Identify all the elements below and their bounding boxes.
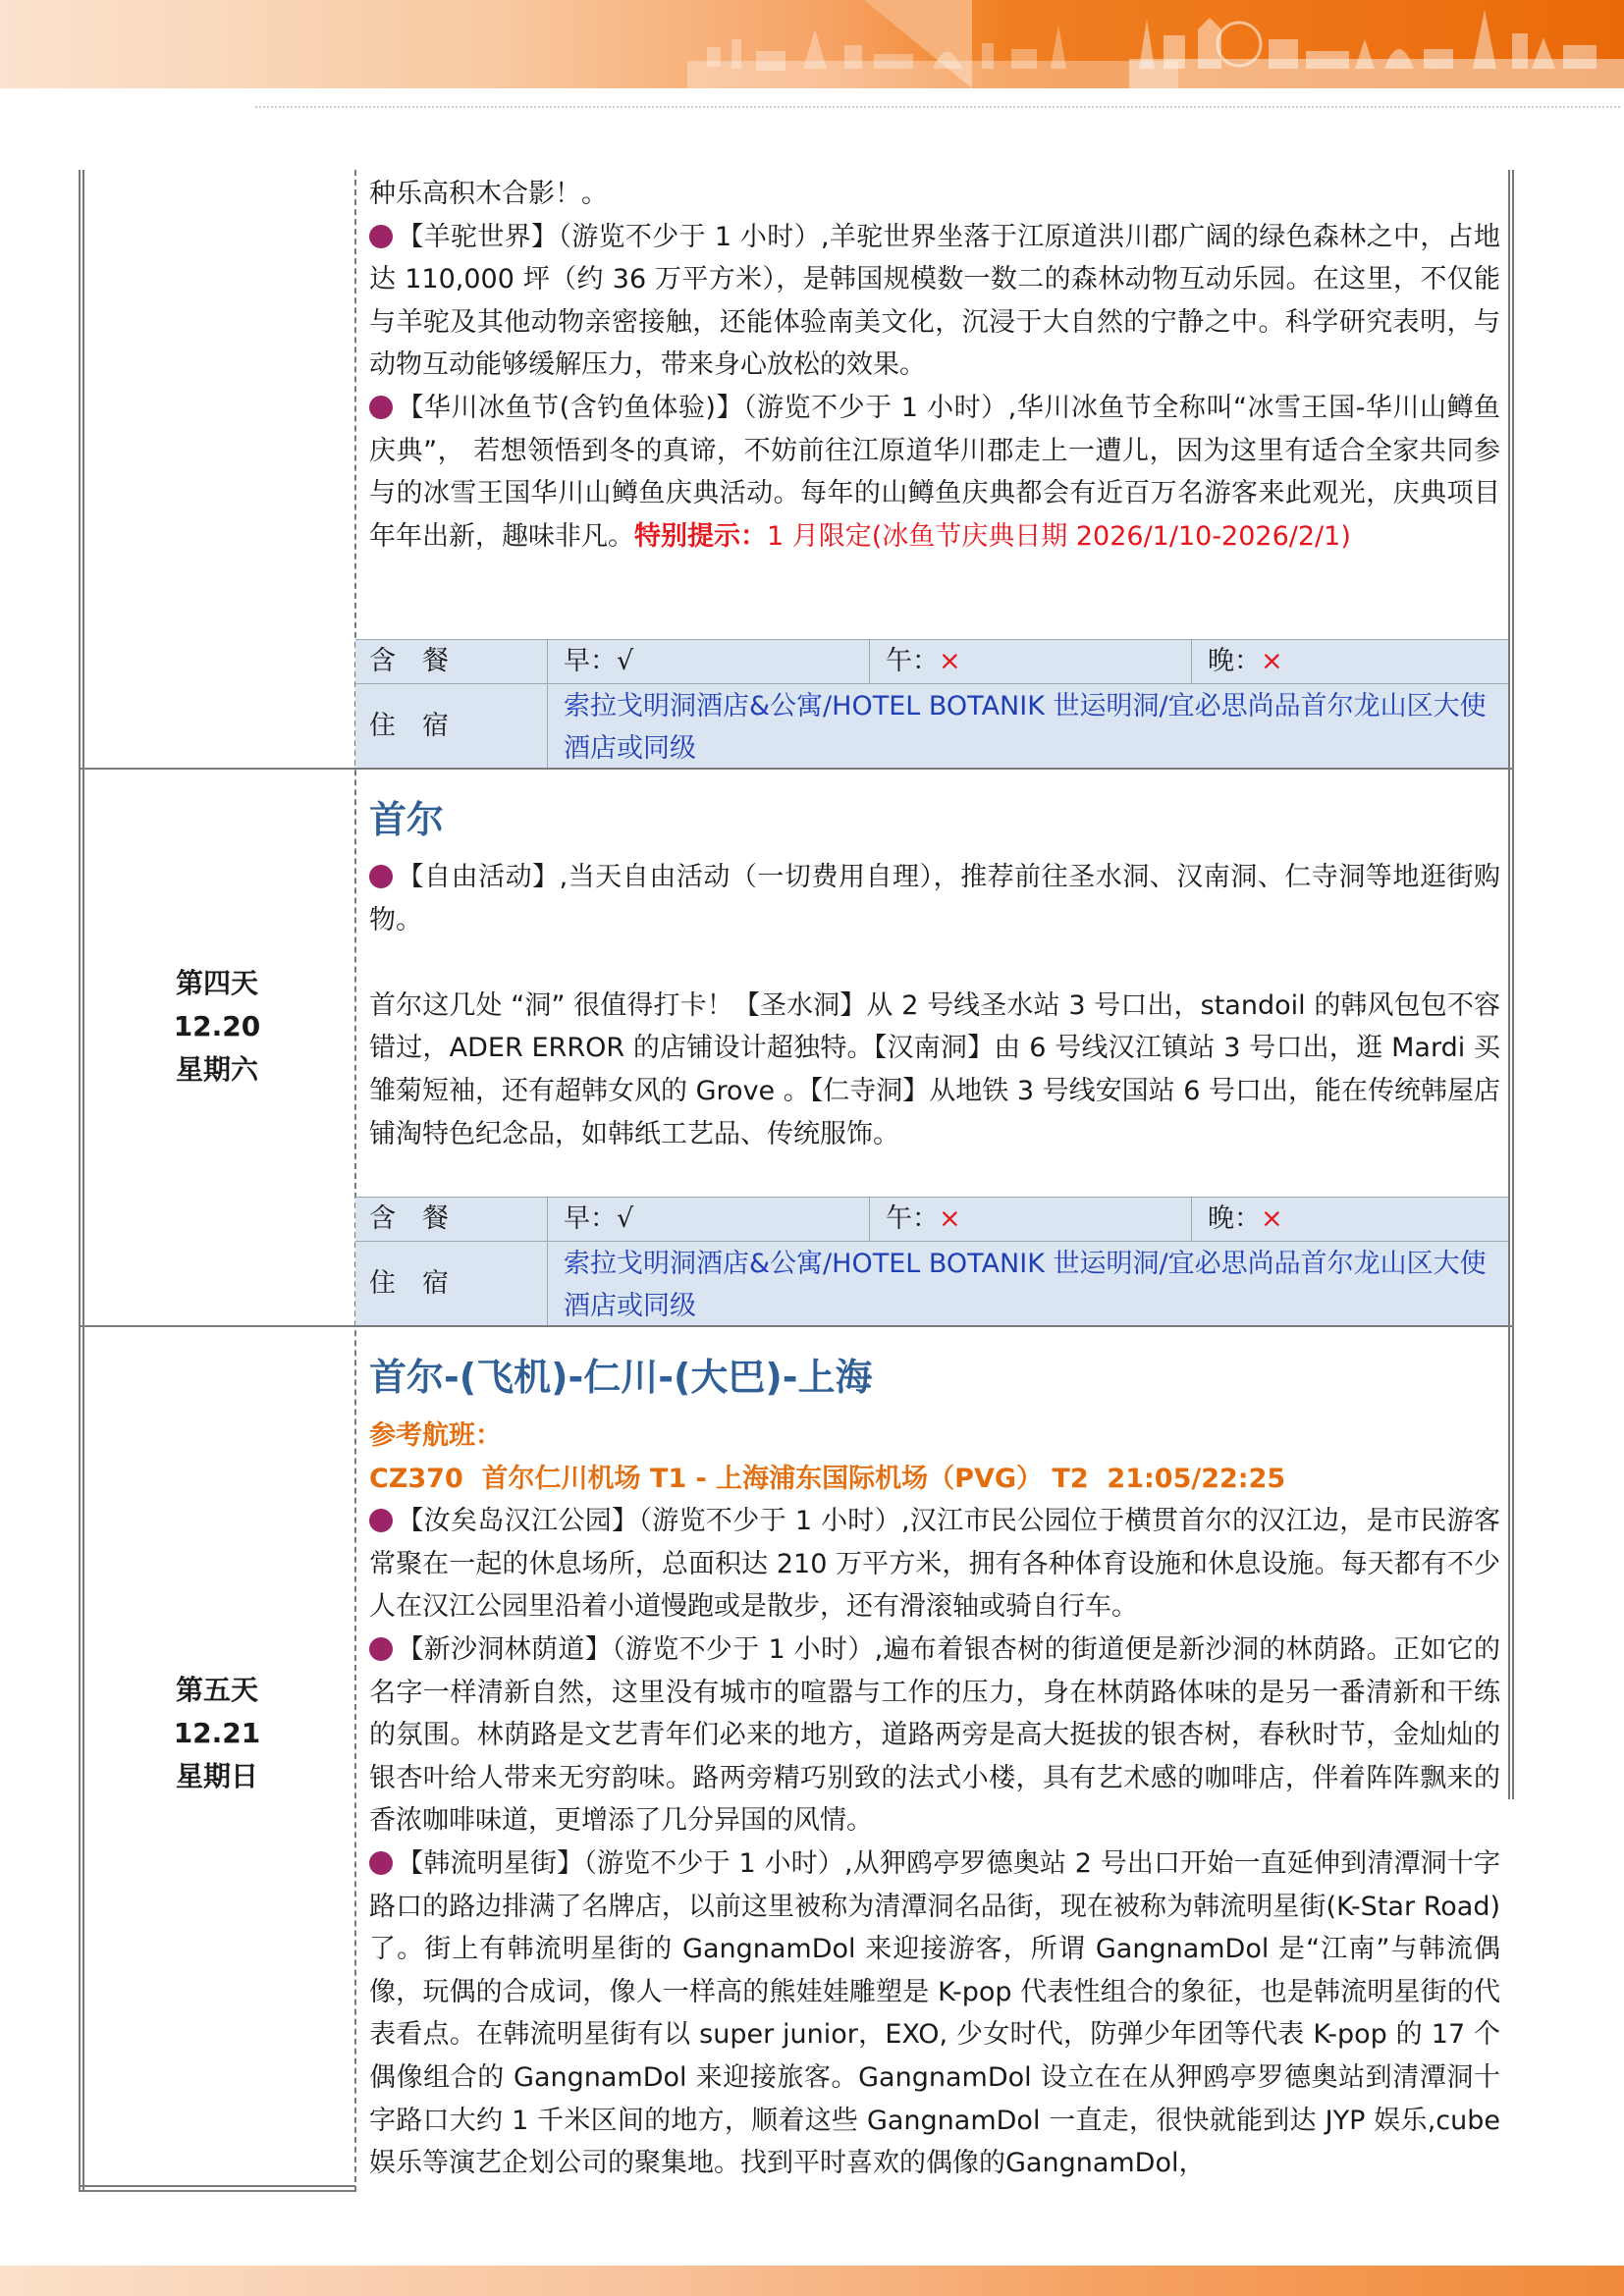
cross-icon: × [1261, 1203, 1283, 1234]
meals-label: 含 餐 [369, 1203, 449, 1234]
attraction-title: 【自由活动】 [397, 862, 560, 892]
day5-paragraph [369, 1842, 1500, 2185]
attraction-title: 【华川冰鱼节(含钓鱼体验)】 [397, 392, 743, 423]
day5-city: 首尔-(飞机)-仁川-(大巴)-上海 [369, 1356, 873, 1399]
day4-paragraph [369, 856, 1500, 941]
cross-icon: × [939, 646, 961, 676]
day-number: 第四天 [175, 967, 258, 999]
breakfast: 早：√ [564, 1203, 634, 1234]
city-skyline-icon [0, 0, 1624, 88]
day5-description [369, 1415, 1500, 2185]
day-number: 第五天 [175, 1674, 258, 1706]
attraction-title: 【羊驼世界】 [397, 221, 559, 252]
attraction-title: 【新沙洞林荫道】 [397, 1633, 613, 1665]
dinner [1208, 640, 1283, 682]
grid-line [869, 639, 870, 683]
attraction-text: （游览不少于 1 小时）,羊驼世界坐落于江原道洪川郡广阔的绿色森林之中，占地达 110,000 坪（约 36 万平方米），是韩国规模数一数二的森林动物互动乐园。在这里，不仅能与羊驼及其他动物亲密接触，还能体验南美文化，沉浸于大自然的宁静之中。科学研究表明，与动物互动能够缓解压力，带来身心放松的效果。 [369, 221, 1500, 381]
day-weekday: 星期六 [175, 1053, 258, 1086]
grid-line [1191, 1197, 1192, 1241]
attraction-text: （游览不少于 1 小时）,汉江市民公园位于横贯首尔的汉江边，是市民游客常聚在一起的休息场所，总面积达 210 万平方米，拥有各种体育设施和休息设施。每天都有不少人在汉江公园里沿着小道慢跑或是散步，还有滑滚轴或骑自行车。 [369, 1506, 1500, 1623]
header-divider [255, 106, 1620, 108]
bullet-icon [369, 1637, 393, 1661]
table-border [1508, 170, 1510, 1799]
header-banner [0, 0, 1624, 88]
bullet-icon [369, 396, 393, 419]
day3-description [369, 173, 1500, 558]
special-note [634, 521, 1351, 552]
table-border [1512, 170, 1514, 1799]
day4-city: 首尔 [369, 798, 445, 841]
dinner-label: 晚： [1208, 646, 1261, 676]
table-border [82, 170, 84, 2192]
attraction-text: ,当天自由活动（一切费用自理），推荐前往圣水洞、汉南洞、仁寺洞等地逛街购物。 [369, 862, 1500, 935]
day4-description [369, 856, 1500, 1155]
hotel-name: 索拉戈明洞酒店&公寓/HOTEL BOTANIK 世运明洞/宜必思尚品首尔龙山区大使酒店或同级 [564, 691, 1487, 764]
day-date: 12.21 [173, 1717, 261, 1749]
day5-paragraph [369, 1629, 1500, 1842]
day-weekday: 星期日 [175, 1760, 258, 1792]
bullet-icon [369, 1509, 393, 1532]
bullet-icon [369, 865, 393, 888]
day4-label [79, 962, 355, 1092]
day4-paragraph: 首尔这几处 “洞” 很值得打卡！【圣水洞】从 2 号线圣水站 3 号口出，standoil 的韩风包包不容错过，ADER ERROR 的店铺设计超独特。【汉南洞】由 6 号线汉江镇站 3 号口出，逛 Mardi 买雏菊短袖，还有超韩女风的 Grove 。【仁寺洞】从地铁 3 号线安国站 6 号口出，能在传统韩屋店铺淘特色纪念品，如韩纸工艺品、传统服饰。 [369, 989, 1500, 1149]
grid-line [547, 1197, 548, 1325]
attraction-text: （游览不少于 1 小时）,遍布着银杏树的街道便是新沙洞的林荫路。正如它的名字一样清新自然，这里没有城市的喧嚣与工作的压力，身在林荫路体味的是另一番清新和干练的氛围。林荫路是文艺青年们必来的地方，道路两旁是高大挺拔的银杏树，春秋时节，金灿灿的银杏叶给人带来无穷韵味。路两旁精巧别致的法式小楼，具有艺术感的咖啡店，伴着阵阵飘来的香浓咖啡味道，更增添了几分异国的风情。 [369, 1633, 1501, 1837]
attraction-text: （游览不少于 1 小时）,从狎鸥亭罗德奥站 2 号出口开始一直延伸到清潭洞十字路口的路边排满了名牌店，以前这里被称为清潭洞名品街，现在被称为韩流明星街(K-Star Road)了。街上有韩流明星街的 GangnamDol 来迎接游客，所谓 GangnamDol 是“江南”与韩流偶像，玩偶的合成词，像人一样高的熊娃娃雕塑是 K-pop 代表性组合的象征，也是韩流明星街的代表看点。在韩流明星街有以 super junior，EXO, 少女时代，防弹少年团等代表 K-pop 的 17 个偶像组合的 GangnamDol 来迎接旅客。GangnamDol 设立在在从狎鸥亭罗德奥站到清潭洞十字路口大约 1 千米区间的地方，顺着这些 GangnamDol 一直走，很快就能到达 JYP 娱乐,cube 娱乐等演艺企划公司的聚集地。找到平时喜欢的偶像的GangnamDol， [369, 1847, 1500, 2179]
column-divider [354, 170, 356, 2192]
day3-paragraph [369, 216, 1500, 387]
table-border [79, 2185, 355, 2187]
grid-line [1191, 639, 1192, 683]
grid-line [355, 1197, 1508, 1198]
special-note-text: 1 月限定(冰鱼节庆典日期 2026/1/10-2026/2/1) [767, 520, 1351, 552]
grid-line [355, 639, 1508, 640]
bullet-icon [369, 1851, 393, 1875]
grid-line [869, 1197, 870, 1241]
hotel-name: 索拉戈明洞酒店&公寓/HOTEL BOTANIK 世运明洞/宜必思尚品首尔龙山区大使酒店或同级 [564, 1249, 1487, 1321]
flight-label: 参考航班： [369, 1420, 502, 1451]
hotel-label: 住 宿 [369, 711, 449, 741]
day5-paragraph [369, 1500, 1500, 1629]
grid-line [547, 639, 548, 768]
table-border [79, 2190, 355, 2192]
flight-info: CZ370 首尔仁川机场 T1 - 上海浦东国际机场（PVG） T2 21:05/22:25 [369, 1463, 1286, 1494]
meal-row [355, 1198, 1508, 1241]
attraction-title: 【汝矣岛汉江公园】 [397, 1506, 639, 1537]
special-note-label: 特别提示： [634, 520, 767, 552]
lunch [886, 1198, 961, 1240]
cross-icon: × [939, 1203, 961, 1234]
day3-paragraph [369, 387, 1500, 558]
cross-icon: × [1261, 646, 1283, 676]
grid-line [355, 1241, 1508, 1242]
lunch-label: 午： [886, 646, 939, 676]
attraction-text: （游览不少于 1 小时）,华川冰鱼节全称叫“冰雪王国-华川山鳟鱼庆典”， 若想领悟到冬的真谛，不妨前往江原道华川郡走上一遭儿，因为这里有适合全家共同参与的冰雪王国华川山鳟鱼庆典活动。每年的山鳟鱼庆典都会有近百万名游客来此观光，庆典项目年年出新，趣味非凡。 [369, 392, 1500, 552]
table-border [79, 170, 81, 2192]
dinner [1208, 1198, 1283, 1240]
meals-label: 含 餐 [369, 646, 449, 676]
hotel-label: 住 宿 [369, 1268, 449, 1299]
lunch [886, 640, 961, 682]
bullet-icon [369, 225, 393, 248]
meal-row [355, 640, 1508, 683]
day-date: 12.20 [173, 1010, 261, 1042]
dinner-label: 晚： [1208, 1203, 1261, 1234]
breakfast: 早：√ [564, 646, 634, 676]
footer-band [0, 2266, 1624, 2296]
attraction-title: 【韩流明星街】 [397, 1847, 584, 1879]
day3-paragraph: 种乐高积木合影！。 [369, 179, 608, 209]
lunch-label: 午： [886, 1203, 939, 1234]
grid-line [355, 683, 1508, 684]
day5-label [79, 1669, 355, 1798]
